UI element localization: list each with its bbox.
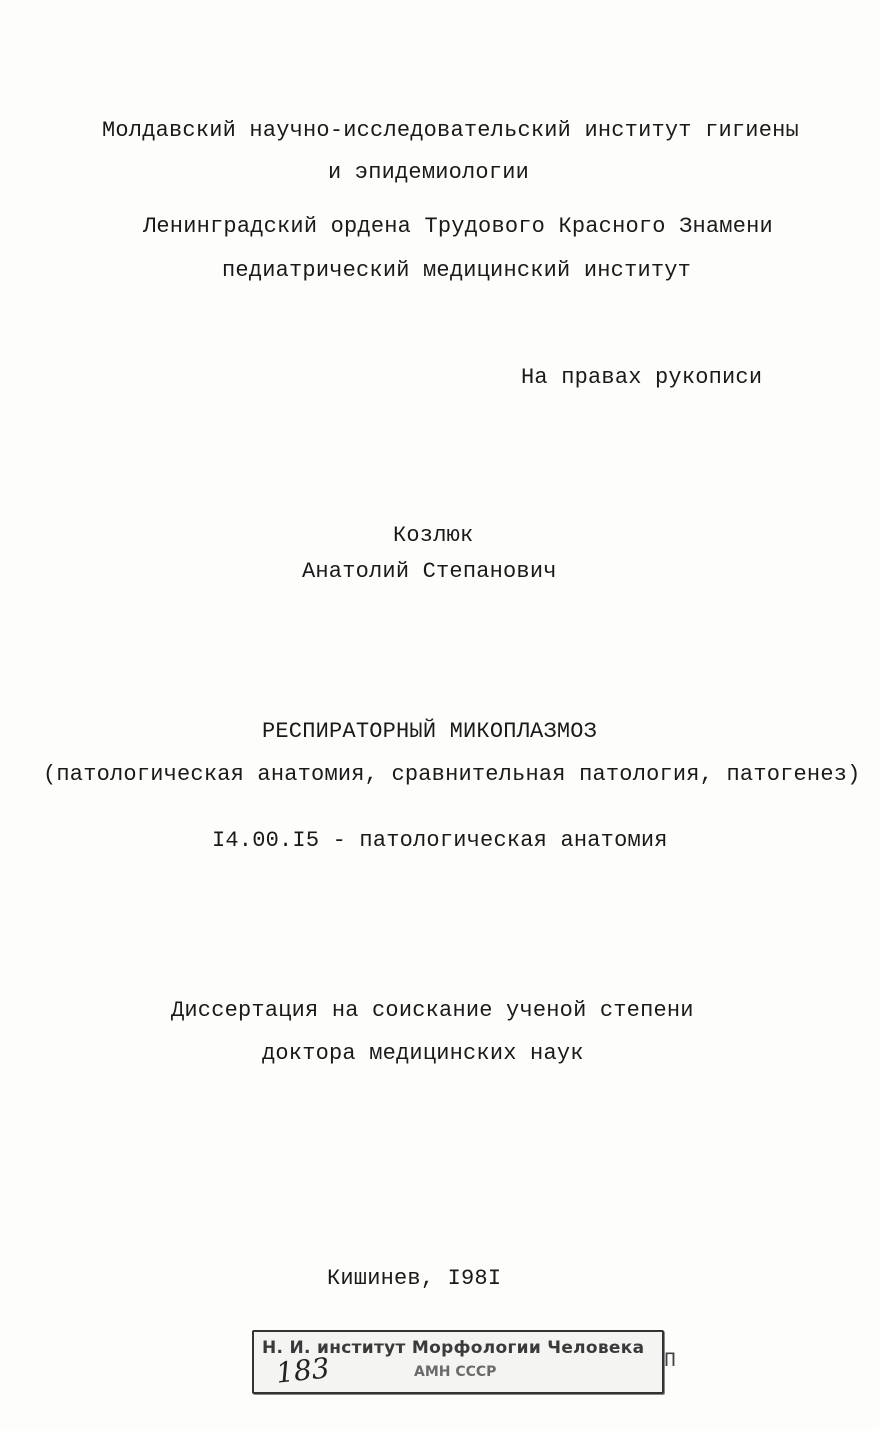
rights-note: На правах рукописи <box>521 365 763 390</box>
institute1-line1: Молдавский научно-исследовательский институт гигиены <box>102 118 799 143</box>
institute1-line2: и эпидемиологии <box>328 160 530 185</box>
stamp-handwritten-number: 183 <box>274 1351 332 1390</box>
degree-line2: доктора медицинских наук <box>262 1041 584 1066</box>
dissertation-title: РЕСПИРАТОРНЫЙ МИКОПЛАЗМОЗ <box>262 719 598 744</box>
institute2-line2: педиатрический медицинский институт <box>222 258 692 283</box>
stamp-academy-text: АМН СССР <box>414 1364 497 1380</box>
author-surname: Козлюк <box>393 523 474 548</box>
dissertation-subtitle: (патологическая анатомия, сравнительная патология, патогенез) <box>43 762 861 787</box>
side-mark: П <box>664 1350 677 1373</box>
author-given-names: Анатолий Степанович <box>302 559 557 584</box>
place-year: Кишинев, I98I <box>327 1266 502 1291</box>
specialty-code: I4.00.I5 - патологическая анатомия <box>212 828 668 853</box>
library-stamp <box>252 1330 664 1394</box>
institute2-line1: Ленинградский ордена Трудового Красного Знамени <box>143 214 773 239</box>
degree-line1: Диссертация на соискание ученой степени <box>171 998 694 1023</box>
stamp-institute-text: Н. И. институт Морфологии Человека <box>262 1338 645 1358</box>
